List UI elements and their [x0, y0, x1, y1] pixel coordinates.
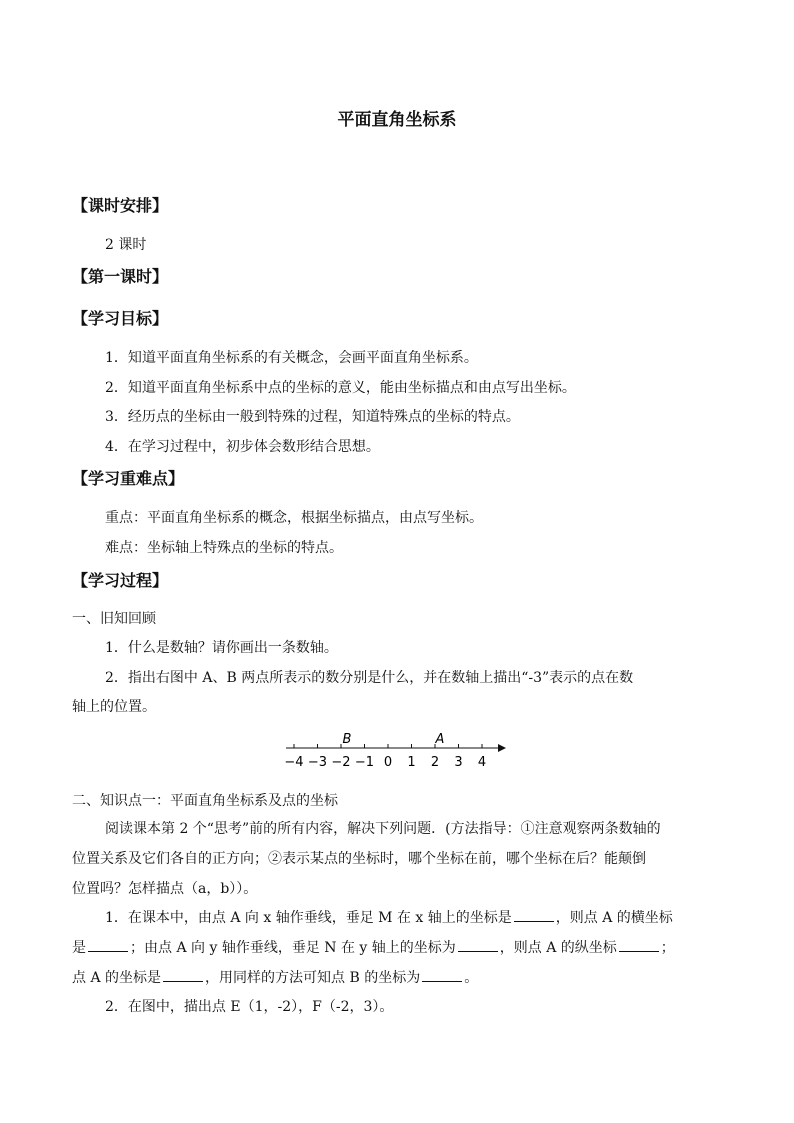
number-line-tick-label: 0 [383, 755, 393, 770]
part1-question-1: 1．什么是数轴？请你画出一条数轴。 [105, 640, 338, 656]
number-line-figure [280, 728, 510, 772]
goal-item: 3．经历点的坐标由一般到特殊的过程，知道特殊点的坐标的特点。 [105, 409, 520, 425]
number-line-tick-label: 2 [430, 755, 440, 770]
goal-item: 1．知道平面直角坐标系的有关概念，会画平面直角坐标系。 [105, 350, 478, 366]
part2-intro-line2: 位置关系及它们各自的正方向；②表示某点的坐标时，哪个坐标在前，哪个坐标在后？能颠倒 [72, 851, 646, 867]
part2-question-1-line3: 点 A 的坐标是 ，用同样的方法可知点 B 的坐标为 。 [72, 970, 479, 986]
point-b-label: B [342, 732, 352, 747]
point-a-label: A [435, 732, 445, 747]
number-line-tick-label: 1 [407, 755, 416, 770]
part2-intro-line1: 阅读课本第 2 个“思考”前的所有内容，解决下列问题．(方法指导：①注意观察两条数轴的 [105, 821, 661, 837]
answer-blank[interactable] [88, 939, 128, 952]
part1-heading: 一、旧知回顾 [72, 611, 156, 627]
keypoints-heading: 【学习重难点】 [72, 469, 185, 488]
number-line-tick-label: −3 [307, 755, 328, 770]
part2-question-1-line1: 1．在课本中，由点 A 向 x 轴作垂线，垂足 M 在 x 轴上的坐标是 ，则点 A 的横坐标 [105, 910, 673, 926]
part1-question-2-line2: 轴上的位置。 [72, 699, 156, 715]
part2-question-1-line2: 是 ；由点 A 向 y 轴作垂线，垂足 N 在 y 轴上的坐标为 ，则点 A 的纵坐标 ； [72, 940, 675, 956]
part2-question-2: 2．在图中，描出点 E（1，-2），F（-2，3）。 [105, 999, 394, 1015]
answer-blank[interactable] [514, 909, 554, 922]
schedule-heading: 【课时安排】 [72, 196, 169, 215]
process-heading: 【学习过程】 [72, 571, 169, 590]
arrow-icon [498, 744, 506, 752]
goals-heading: 【学习目标】 [72, 309, 169, 328]
answer-blank[interactable] [422, 969, 462, 982]
part2-intro-line3: 位置吗？怎样描点（a，b））。 [72, 881, 258, 897]
number-line-tick-label: 4 [477, 755, 487, 770]
answer-blank[interactable] [163, 969, 203, 982]
number-line-tick-label: −4 [284, 755, 304, 770]
part2-heading: 二、知识点一：平面直角坐标系及点的坐标 [72, 793, 338, 809]
goal-item: 4．在学习过程中，初步体会数形结合思想。 [105, 439, 380, 455]
goal-item: 2．知道平面直角坐标系中点的坐标的意义，能由坐标描点和由点写出坐标。 [105, 380, 576, 396]
number-line-tick-label: −1 [354, 755, 375, 770]
answer-blank[interactable] [619, 939, 659, 952]
part1-question-2-line1: 2．指出右图中 A、B 两点所表示的数分别是什么，并在数轴上描出“-3”表示的点在数 [105, 670, 634, 686]
number-line-tick-label: −2 [331, 755, 351, 770]
difficult-point: 难点：坐标轴上特殊点的坐标的特点。 [105, 540, 343, 556]
key-point: 重点：平面直角坐标系的概念，根据坐标描点，由点写坐标。 [105, 510, 483, 526]
schedule-text: 2 课时 [105, 237, 147, 253]
number-line-tick-label: 3 [454, 755, 463, 770]
answer-blank[interactable] [458, 939, 498, 952]
page-title: 平面直角坐标系 [337, 110, 457, 130]
lesson1-heading: 【第一课时】 [72, 267, 169, 286]
